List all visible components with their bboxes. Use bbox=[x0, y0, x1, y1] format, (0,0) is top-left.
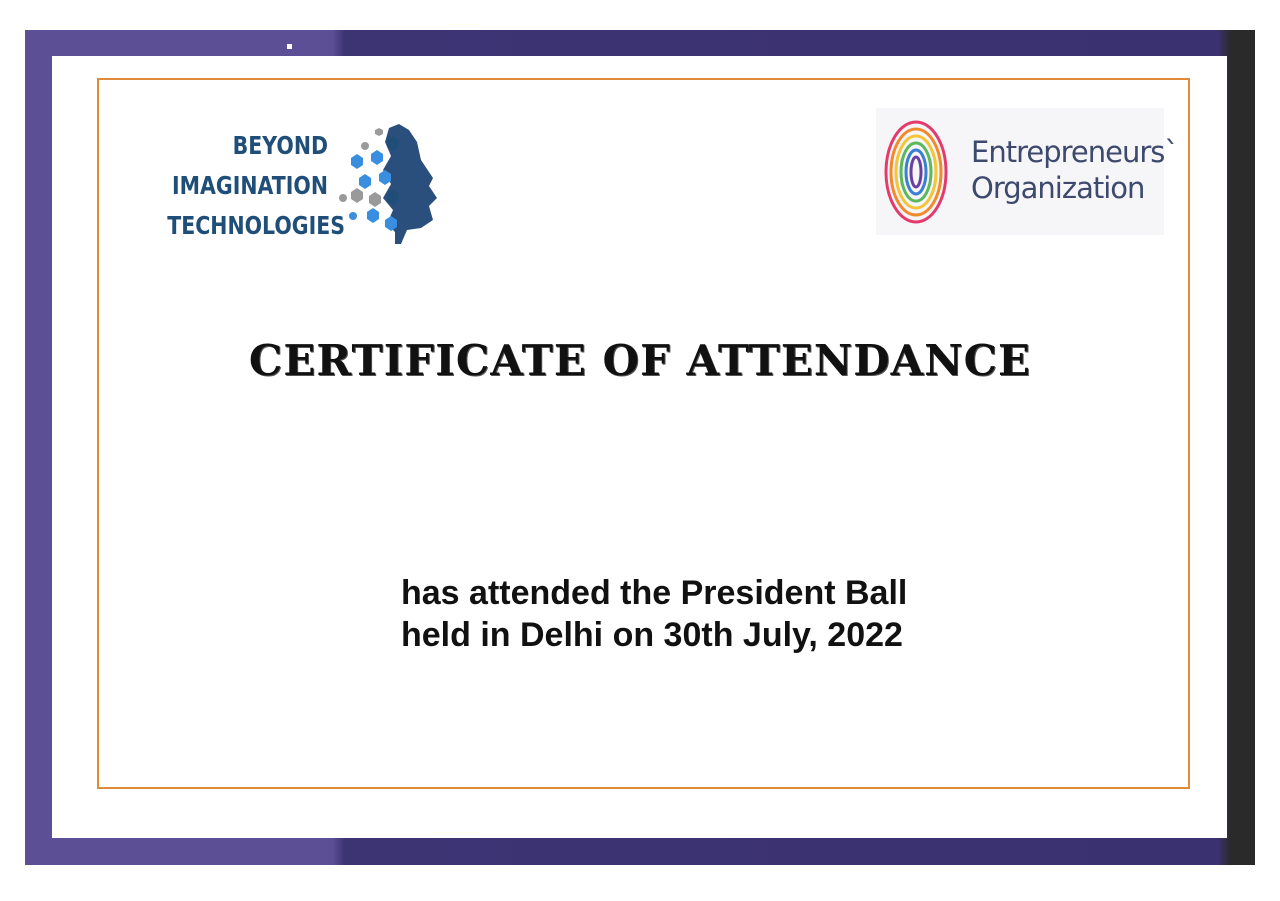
attendance-line: has attended the President Ball bbox=[401, 574, 908, 612]
frame-dot bbox=[287, 44, 292, 49]
partner-logo-text bbox=[971, 134, 1178, 206]
certificate-body bbox=[401, 572, 907, 656]
partner-logo-line-2: Organization bbox=[971, 171, 1145, 205]
company-logo-line-3: TECHNOLOGIES bbox=[167, 211, 346, 240]
beyond-imagination-logo bbox=[132, 120, 442, 245]
event-date-line: held in Delhi on 30th July, 2022 bbox=[401, 616, 903, 654]
hexagon-head-icon bbox=[337, 120, 447, 245]
company-logo-line-2: IMAGINATION bbox=[172, 171, 328, 200]
company-logo-line-1: BEYOND bbox=[232, 131, 328, 160]
rainbow-rings-icon bbox=[880, 116, 952, 228]
company-logo-text bbox=[167, 126, 346, 246]
entrepreneurs-organization-logo bbox=[876, 108, 1178, 235]
partner-logo-line-1: Entrepreneurs` bbox=[971, 135, 1178, 169]
certificate-title: CERTIFICATE OF ATTENDANCE bbox=[248, 336, 1032, 385]
